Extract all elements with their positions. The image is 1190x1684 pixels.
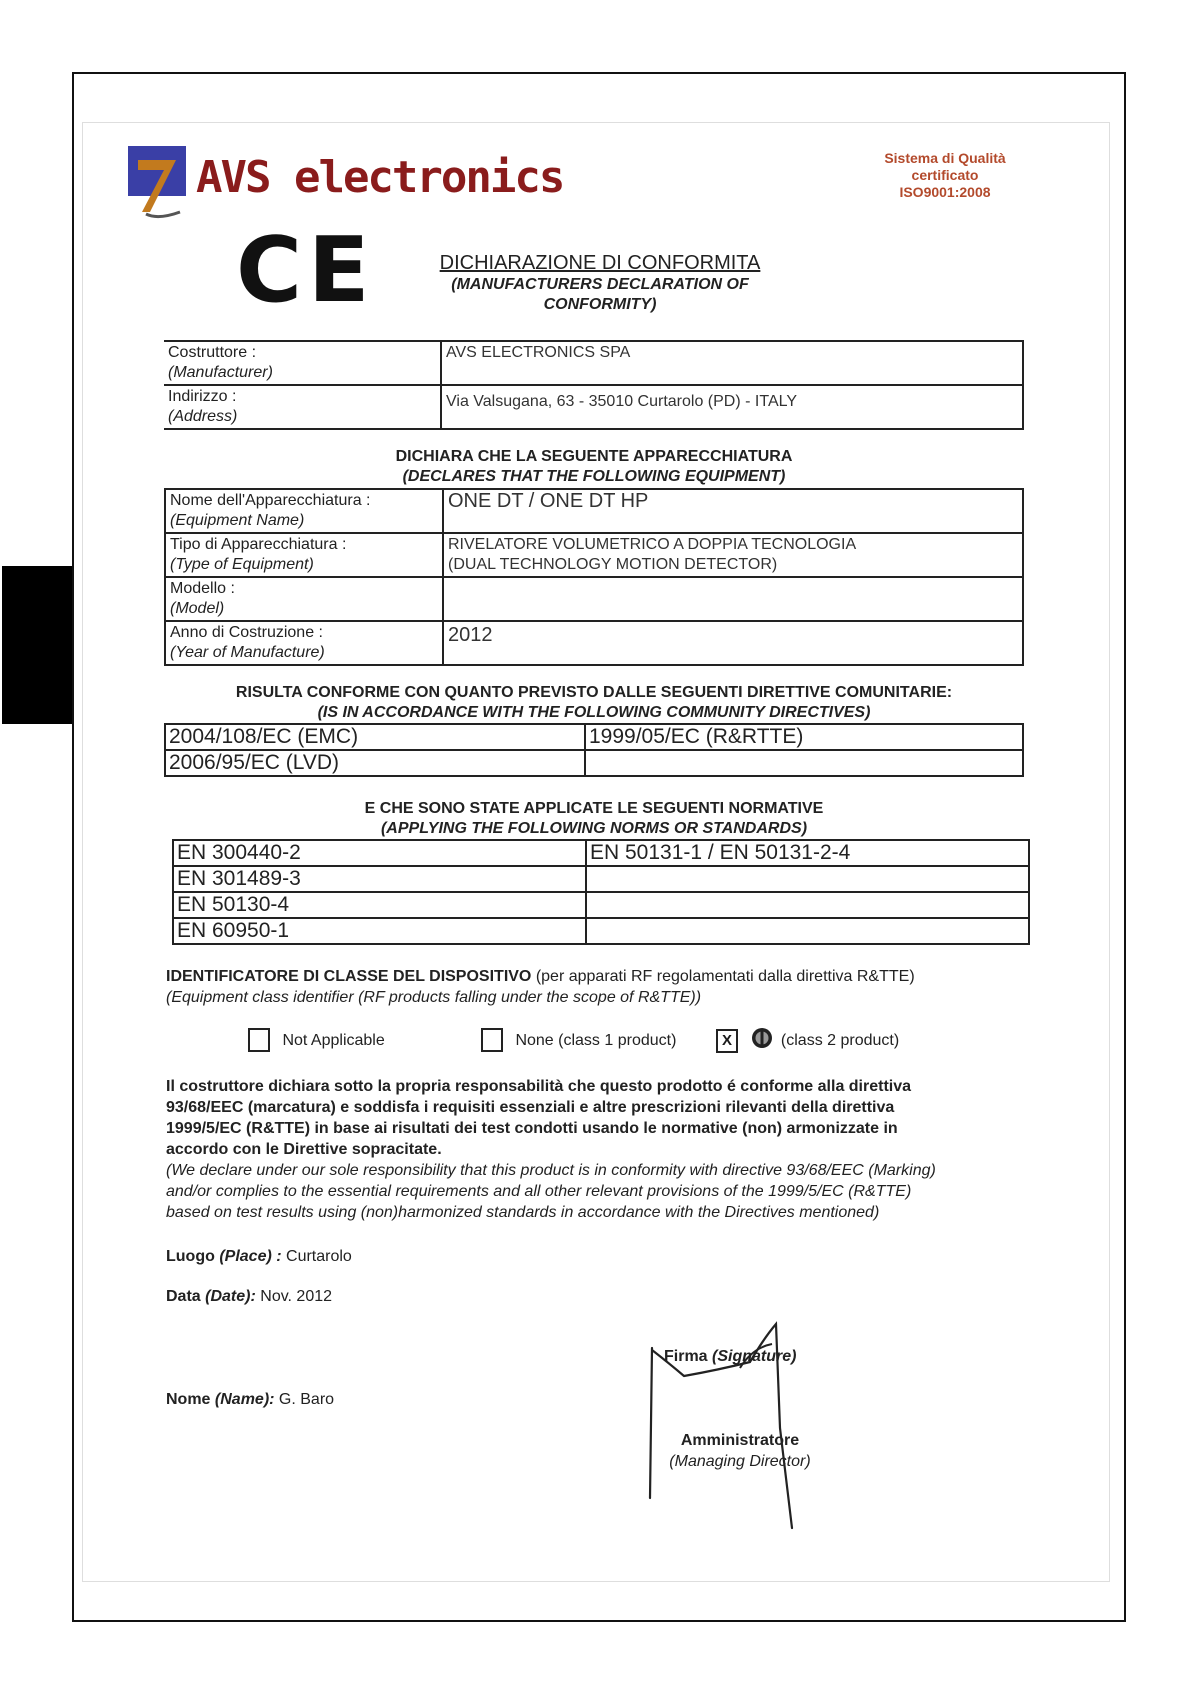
date-label: Data [166, 1288, 201, 1305]
equipment-name-value: ONE DT / ONE DT HP [448, 490, 649, 512]
class-identifier-heading [166, 966, 1046, 1008]
declaration-en-line: based on test results using (non)harmonized standards in accordance with the Directives mentioned) [166, 1204, 880, 1221]
date-label-en: (Date): [205, 1288, 256, 1305]
equipment-type-label-en: (Type of Equipment) [170, 556, 314, 573]
name-label-en: (Name): [214, 1391, 275, 1408]
norm-cell [586, 918, 1029, 944]
equipment-name-value-cell [443, 489, 1023, 533]
side-tab [2, 566, 72, 724]
date-line [166, 1286, 332, 1307]
table-row [173, 918, 1029, 944]
declaration-it-line: accordo con le Direttive sopracitate. [166, 1141, 442, 1158]
option-class-1 [481, 1028, 676, 1052]
year-label: Anno di Costruzione : [170, 624, 323, 641]
class-2-label: (class 2 product) [780, 1032, 900, 1049]
not-applicable-checkbox[interactable] [248, 1028, 270, 1052]
signature-label-it: Firma [664, 1348, 708, 1365]
equipment-name-label: Nome dell'Apparecchiatura : [170, 492, 371, 509]
manufacturer-value: AVS ELECTRONICS SPA [441, 341, 1023, 385]
norms-heading-en: (APPLYING THE FOLLOWING NORMS OR STANDARDS) [380, 820, 808, 837]
manufacturer-label: Costruttore : [168, 344, 257, 361]
address-label: Indirizzo : [168, 388, 237, 405]
name-label: Nome [166, 1391, 211, 1408]
norms-heading [164, 799, 1024, 839]
signature-label-en: (Signature) [712, 1348, 797, 1365]
declaration-en-line: (We declare under our sole responsibility that this product is in conformity with directive 93/68/EEC (Marking) [166, 1162, 936, 1179]
year-value: 2012 [448, 624, 493, 646]
model-label-cell [165, 577, 443, 621]
norm-cell [586, 866, 1029, 892]
title-it: DICHIARAZIONE DI CONFORMITA [439, 252, 761, 274]
declaration-it-line: Il costruttore dichiara sotto la propria responsabilità che questo prodotto é conforme alla direttiva [166, 1078, 912, 1095]
class-1-label: None (class 1 product) [515, 1031, 677, 1049]
handwritten-signature [640, 1318, 820, 1538]
document-title [410, 252, 790, 315]
table-row [165, 724, 1023, 750]
manufacturer-table [164, 340, 1024, 430]
model-value-cell [443, 577, 1023, 621]
norm-cell [586, 892, 1029, 918]
directives-heading-it: RISULTA CONFORME CON QUANTO PREVISTO DALLE SEGUENTI DIRETTIVE COMUNITARIE: [235, 684, 953, 701]
directive-cell: 1999/05/EC (R&RTTE) [585, 724, 1023, 750]
declaration-text [166, 1076, 1046, 1223]
role-en: (Managing Director) [669, 1453, 811, 1470]
not-applicable-label: Not Applicable [282, 1031, 385, 1049]
norm-cell: EN 50130-4 [173, 892, 586, 918]
directive-cell: 2006/95/EC (LVD) [165, 750, 585, 776]
equipment-type-label-cell [165, 533, 443, 577]
table-row [173, 866, 1029, 892]
place-value: Curtarolo [281, 1248, 352, 1265]
quality-line-2: certificato [911, 167, 979, 183]
manufacturer-label-en: (Manufacturer) [168, 364, 273, 381]
equipment-name-label-en: (Equipment Name) [170, 512, 305, 529]
norm-cell: EN 300440-2 [173, 840, 586, 866]
address-label-cell [164, 385, 441, 429]
manufacturer-label-cell [164, 341, 441, 385]
quality-certification [860, 150, 1030, 201]
directives-heading [164, 683, 1024, 723]
equipment-heading-en: (DECLARES THAT THE FOLLOWING EQUIPMENT) [402, 468, 786, 485]
class-heading-rest: (per apparati RF regolamentati dalla direttiva R&TTE) [531, 968, 915, 985]
quality-line-3: ISO9001:2008 [899, 184, 991, 200]
directive-cell [585, 750, 1023, 776]
class-2-checkbox[interactable]: X [716, 1029, 738, 1053]
class-heading-en: (Equipment class identifier (RF products falling under the scope of R&TTE)) [166, 989, 702, 1006]
declaration-it-line: 1999/5/EC (R&TTE) in base ai risultati dei test condotti usando le normative (non) armonizzate in [166, 1120, 898, 1137]
year-label-cell [165, 621, 443, 665]
place-label: Luogo [166, 1248, 215, 1265]
class-1-checkbox[interactable] [481, 1028, 503, 1052]
norm-cell: EN 301489-3 [173, 866, 586, 892]
equipment-row [165, 489, 1023, 533]
equipment-row [165, 533, 1023, 577]
norm-cell: EN 60950-1 [173, 918, 586, 944]
equipment-name-label-cell [165, 489, 443, 533]
table-row [165, 750, 1023, 776]
option-class-2 [716, 1026, 899, 1055]
table-row [173, 840, 1029, 866]
norm-cell: EN 50131-1 / EN 50131-2-4 [586, 840, 1029, 866]
title-en-2: CONFORMITY) [543, 296, 657, 313]
directives-table [164, 723, 1024, 777]
title-en-1: (MANUFACTURERS DECLARATION OF [451, 276, 749, 293]
norms-table [172, 839, 1030, 945]
declaration-en-line: and/or complies to the essential requirements and all other relevant provisions of the 1999/5/EC (R&TTE) [166, 1183, 912, 1200]
avs-logo-icon [128, 142, 192, 222]
class-2-alert-icon [750, 1026, 774, 1055]
equipment-type-value-cell [443, 533, 1023, 577]
model-label-en: (Model) [170, 600, 225, 617]
role-it: Amministratore [680, 1432, 800, 1449]
directives-heading-en: (IS IN ACCORDANCE WITH THE FOLLOWING COMMUNITY DIRECTIVES) [317, 704, 871, 721]
equipment-row [165, 577, 1023, 621]
year-label-en: (Year of Manufacture) [170, 644, 325, 661]
equipment-table [164, 488, 1024, 666]
ce-mark: CE [236, 218, 376, 323]
class-heading-bold: IDENTIFICATORE DI CLASSE DEL DISPOSITIVO [166, 968, 532, 985]
directive-cell: 2004/108/EC (EMC) [165, 724, 585, 750]
table-row [173, 892, 1029, 918]
equipment-type-value-en: (DUAL TECHNOLOGY MOTION DETECTOR) [448, 556, 778, 573]
quality-line-1: Sistema di Qualità [884, 150, 1006, 166]
name-line [166, 1389, 334, 1410]
date-value: Nov. 2012 [255, 1288, 333, 1305]
place-label-en: (Place) : [219, 1248, 282, 1265]
company-logo-text: AVS electronics [196, 152, 564, 203]
equipment-type-label: Tipo di Apparecchiatura : [170, 536, 347, 553]
equipment-heading [164, 447, 1024, 487]
equipment-type-value: RIVELATORE VOLUMETRICO A DOPPIA TECNOLOGIA [448, 536, 857, 553]
equipment-row [165, 621, 1023, 665]
model-label: Modello : [170, 580, 235, 597]
place-line [166, 1246, 352, 1267]
address-label-en: (Address) [168, 408, 238, 425]
option-not-applicable [248, 1028, 385, 1052]
declaration-it-line: 93/68/EEC (marcatura) e soddisfa i requisiti essenziali e altre prescrizioni rilevanti della direttiva [166, 1099, 895, 1116]
equipment-heading-it: DICHIARA CHE LA SEGUENTE APPARECCHIATURA [395, 448, 793, 465]
norms-heading-it: E CHE SONO STATE APPLICATE LE SEGUENTI NORMATIVE [364, 800, 824, 817]
address-value: Via Valsugana, 63 - 35010 Curtarolo (PD) - ITALY [441, 385, 1023, 429]
name-value: G. Baro [274, 1391, 335, 1408]
year-value-cell [443, 621, 1023, 665]
